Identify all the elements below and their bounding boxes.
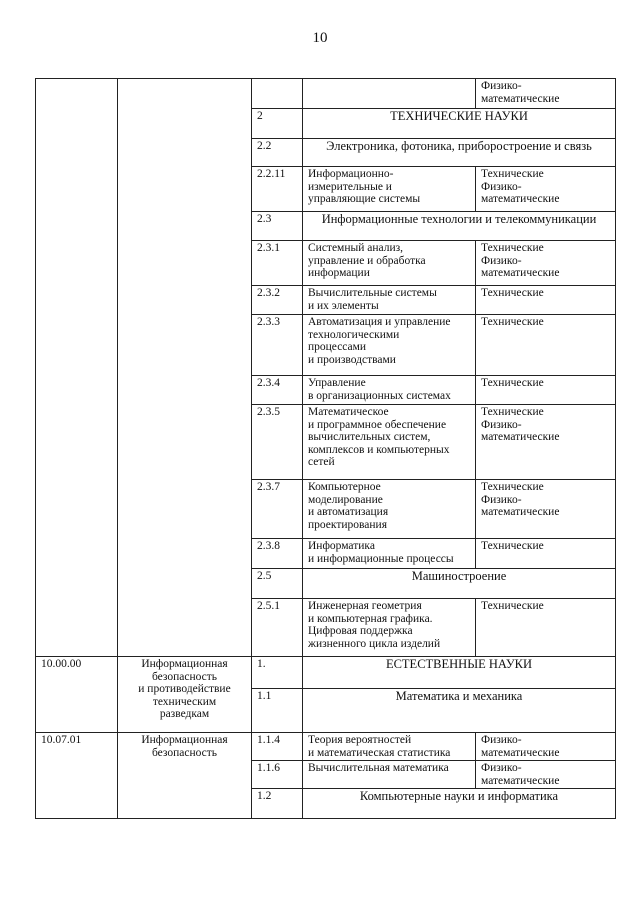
- subject-name-cell: Инженерная геометрия и компьютерная графика. Цифровая поддержка жизненного цикла изделий: [303, 599, 476, 657]
- science-field-cell: Технические: [476, 599, 616, 657]
- subject-code-cell: 1.1.4: [252, 733, 303, 761]
- section-code-cell: 2.2: [252, 139, 303, 167]
- science-field-cell: Технические: [476, 286, 616, 315]
- section-code-cell: 2.3: [252, 212, 303, 241]
- subject-code-cell: 2.3.7: [252, 480, 303, 539]
- subject-code-cell: 2.3.4: [252, 376, 303, 405]
- subject-name-cell: Теория вероятностей и математическая статистика: [303, 733, 476, 761]
- subject-name-cell: Системный анализ, управление и обработка информации: [303, 241, 476, 286]
- specialty-name-cell: [118, 79, 252, 657]
- table-body: [36, 79, 616, 819]
- science-field-cell: Технические Физико- математические: [476, 405, 616, 480]
- subject-name-cell: Информационно- измерительные и управляющие системы: [303, 167, 476, 212]
- subject-name-cell: Управление в организационных системах: [303, 376, 476, 405]
- subject-name-cell: Информатика и информационные процессы: [303, 539, 476, 569]
- subject-code-cell: 2.3.8: [252, 539, 303, 569]
- table-row: [36, 657, 616, 689]
- section-code-cell: 1.2: [252, 789, 303, 819]
- science-field-cell: Технические: [476, 376, 616, 405]
- science-field-cell: Технические: [476, 539, 616, 569]
- section-name-cell: Информационные технологии и телекоммуникации: [303, 212, 616, 241]
- subject-name-cell: Компьютерное моделирование и автоматизация проектирования: [303, 480, 476, 539]
- specialty-name-cell: Информационная безопасность: [118, 733, 252, 819]
- subject-code-cell: 2.3.1: [252, 241, 303, 286]
- section-code-cell: 2.5: [252, 569, 303, 599]
- section-code-cell: 1.: [252, 657, 303, 689]
- specialty-name-cell: Информационная безопасность и противодействие техническим разведкам: [118, 657, 252, 733]
- science-field-cell: Физико- математические: [476, 733, 616, 761]
- science-field-cell: Физико- математические: [476, 79, 616, 109]
- subject-code-cell: 2.3.5: [252, 405, 303, 480]
- section-name-cell: Компьютерные науки и информатика: [303, 789, 616, 819]
- section-name-cell: ЕСТЕСТВЕННЫЕ НАУКИ: [303, 657, 616, 689]
- specialty-correspondence-table: [35, 78, 616, 819]
- subject-name-cell: Вычислительные системы и их элементы: [303, 286, 476, 315]
- specialty-code-cell: 10.00.00: [36, 657, 118, 733]
- subject-code-cell: 2.3.2: [252, 286, 303, 315]
- science-field-cell: Технические Физико- математические: [476, 167, 616, 212]
- science-field-cell: Физико- математические: [476, 761, 616, 789]
- subject-code-cell: [252, 79, 303, 109]
- section-name-cell: Машиностроение: [303, 569, 616, 599]
- page-number: 10: [312, 30, 328, 46]
- section-name-cell: Электроника, фотоника, приборостроение и связь: [303, 139, 616, 167]
- science-field-cell: Технические: [476, 315, 616, 376]
- table-row: [36, 733, 616, 761]
- table-row: [36, 79, 616, 109]
- specialty-code-cell: 10.07.01: [36, 733, 118, 819]
- section-code-cell: 2: [252, 109, 303, 139]
- subject-name-cell: Автоматизация и управление технологическими процессами и производствами: [303, 315, 476, 376]
- subject-code-cell: 2.5.1: [252, 599, 303, 657]
- subject-code-cell: 1.1.6: [252, 761, 303, 789]
- subject-name-cell: Математическое и программное обеспечение вычислительных систем, комплексов и компьютерных сетей: [303, 405, 476, 480]
- section-name-cell: ТЕХНИЧЕСКИЕ НАУКИ: [303, 109, 616, 139]
- science-field-cell: Технические Физико- математические: [476, 241, 616, 286]
- section-code-cell: 1.1: [252, 689, 303, 733]
- subject-name-cell: Вычислительная математика: [303, 761, 476, 789]
- subject-code-cell: 2.3.3: [252, 315, 303, 376]
- section-name-cell: Математика и механика: [303, 689, 616, 733]
- science-field-cell: Технические Физико- математические: [476, 480, 616, 539]
- specialty-code-cell: [36, 79, 118, 657]
- subject-name-cell: [303, 79, 476, 109]
- subject-code-cell: 2.2.11: [252, 167, 303, 212]
